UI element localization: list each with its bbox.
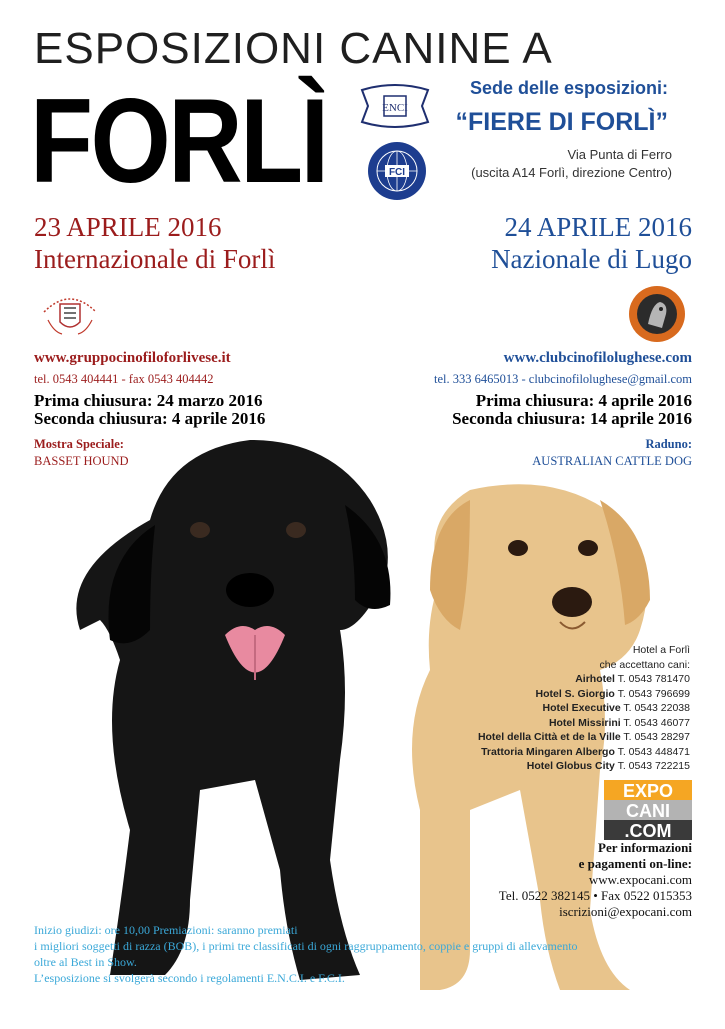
gruppo-cinofilo-forlivese-crest-icon [38, 288, 102, 338]
footer-line-1: Inizio giudizi: ore 10,00 Premiazioni: saranno premiati [34, 923, 298, 937]
right-show-name: Nazionale di Lugo [491, 244, 692, 274]
right-special-label: Raduno: [645, 437, 692, 451]
left-show-name: Internazionale di Forlì [34, 244, 276, 274]
expocani-logo [604, 780, 692, 840]
venue-address-line-2: (uscita A14 Forlì, direzione Centro) [471, 165, 672, 180]
hotel-tel: T. 0543 46077 [620, 716, 690, 729]
svg-text:.COM: .COM [624, 821, 672, 840]
venue-address-line-1: Via Punta di Ferro [567, 147, 672, 162]
hotel-name: Hotel Executive [542, 702, 621, 714]
hotel-item [420, 716, 690, 731]
hotel-tel: T. 0543 781470 [614, 673, 690, 685]
svg-text:CANI: CANI [626, 801, 670, 821]
hotel-item [420, 730, 690, 745]
hotel-item [420, 745, 690, 760]
hotel-tel: T. 0543 22038 [620, 702, 690, 714]
hotel-name: Hotel Missirini [548, 716, 621, 729]
right-show-url[interactable]: www.clubcinofilolughese.com [503, 350, 692, 366]
info-line-1: Per informazioni [598, 840, 692, 855]
hotel-name: Hotel S. Giorgio [535, 687, 615, 700]
left-show-url[interactable]: www.gruppocinofiloforlivese.it [34, 350, 231, 366]
hotel-list [420, 643, 690, 774]
header-city-title: FORLÌ [30, 74, 327, 208]
hotel-tel: T. 0543 28297 [620, 731, 690, 743]
hotel-name: Hotel Globus City [526, 760, 615, 772]
info-email[interactable]: iscrizioni@expocani.com [559, 904, 692, 919]
hotel-tel: T. 0543 448471 [614, 745, 690, 758]
right-second-closure: Seconda chiusura: 14 aprile 2016 [452, 409, 692, 428]
info-url[interactable]: www.expocani.com [588, 872, 692, 887]
left-special-label: Mostra Speciale: [34, 437, 124, 451]
right-special-breed: AUSTRALIAN CATTLE DOG [532, 454, 692, 468]
venue-address [440, 146, 672, 182]
left-show-tel: tel. 0543 404441 - fax 0543 404442 [34, 372, 214, 386]
footer-line-3: oltre al Best in Show. [34, 955, 137, 969]
right-first-closure: Prima chiusura: 4 aprile 2016 [475, 391, 692, 410]
svg-text:EXPO: EXPO [622, 781, 674, 801]
hotel-item [420, 759, 690, 774]
venue-label: Sede delle esposizioni: [469, 78, 668, 98]
hotel-name: Airhotel [575, 673, 615, 685]
enci-logo [358, 84, 432, 128]
svg-text:ENCI: ENCI [382, 102, 408, 114]
hotel-tel: T. 0543 722215 [614, 760, 690, 772]
right-show-date: 24 APRILE 2016 [504, 212, 692, 242]
footer-notes [34, 922, 694, 986]
header-top-line: ESPOSIZIONI CANINE A [34, 24, 553, 73]
hotel-intro-1: Hotel a Forlì [632, 644, 690, 656]
left-first-closure: Prima chiusura: 24 marzo 2016 [34, 391, 263, 410]
club-cinofilo-lughese-crest-icon [622, 284, 692, 344]
hotel-name: Trattoria Mingaren Albergo [481, 745, 615, 758]
fci-logo [366, 140, 428, 202]
footer-line-2: i migliori soggetti di razza (BOB), i primi tre classificati di ogni raggruppamento, coppie e gruppi di allevamento [34, 939, 578, 953]
left-show-date: 23 APRILE 2016 [34, 212, 222, 242]
hotel-item [420, 687, 690, 702]
left-special-breed: BASSET HOUND [34, 454, 129, 468]
info-tel: Tel. 0522 382145 • Fax 0522 015353 [498, 888, 692, 903]
right-show-tel: tel. 333 6465013 - clubcinofilolughese@gmail.com [434, 372, 692, 386]
hotel-item [420, 701, 690, 716]
info-line-2: e pagamenti on-line: [578, 856, 692, 871]
hotel-tel: T. 0543 796699 [614, 687, 690, 700]
info-block [430, 840, 692, 920]
hotel-intro-2: che accettano cani: [599, 658, 690, 671]
hotel-item [420, 672, 690, 687]
left-second-closure: Seconda chiusura: 4 aprile 2016 [34, 409, 266, 428]
hotel-name: Hotel della Città et de la Ville [477, 731, 621, 743]
black-puppy-image [76, 440, 390, 980]
venue-name: “FIERE DI FORLÌ” [455, 108, 668, 136]
svg-text:FCI: FCI [388, 167, 406, 178]
footer-line-4: L’esposizione si svolgerà secondo i regolamenti E.N.C.I. e F.C.I. [34, 971, 345, 985]
